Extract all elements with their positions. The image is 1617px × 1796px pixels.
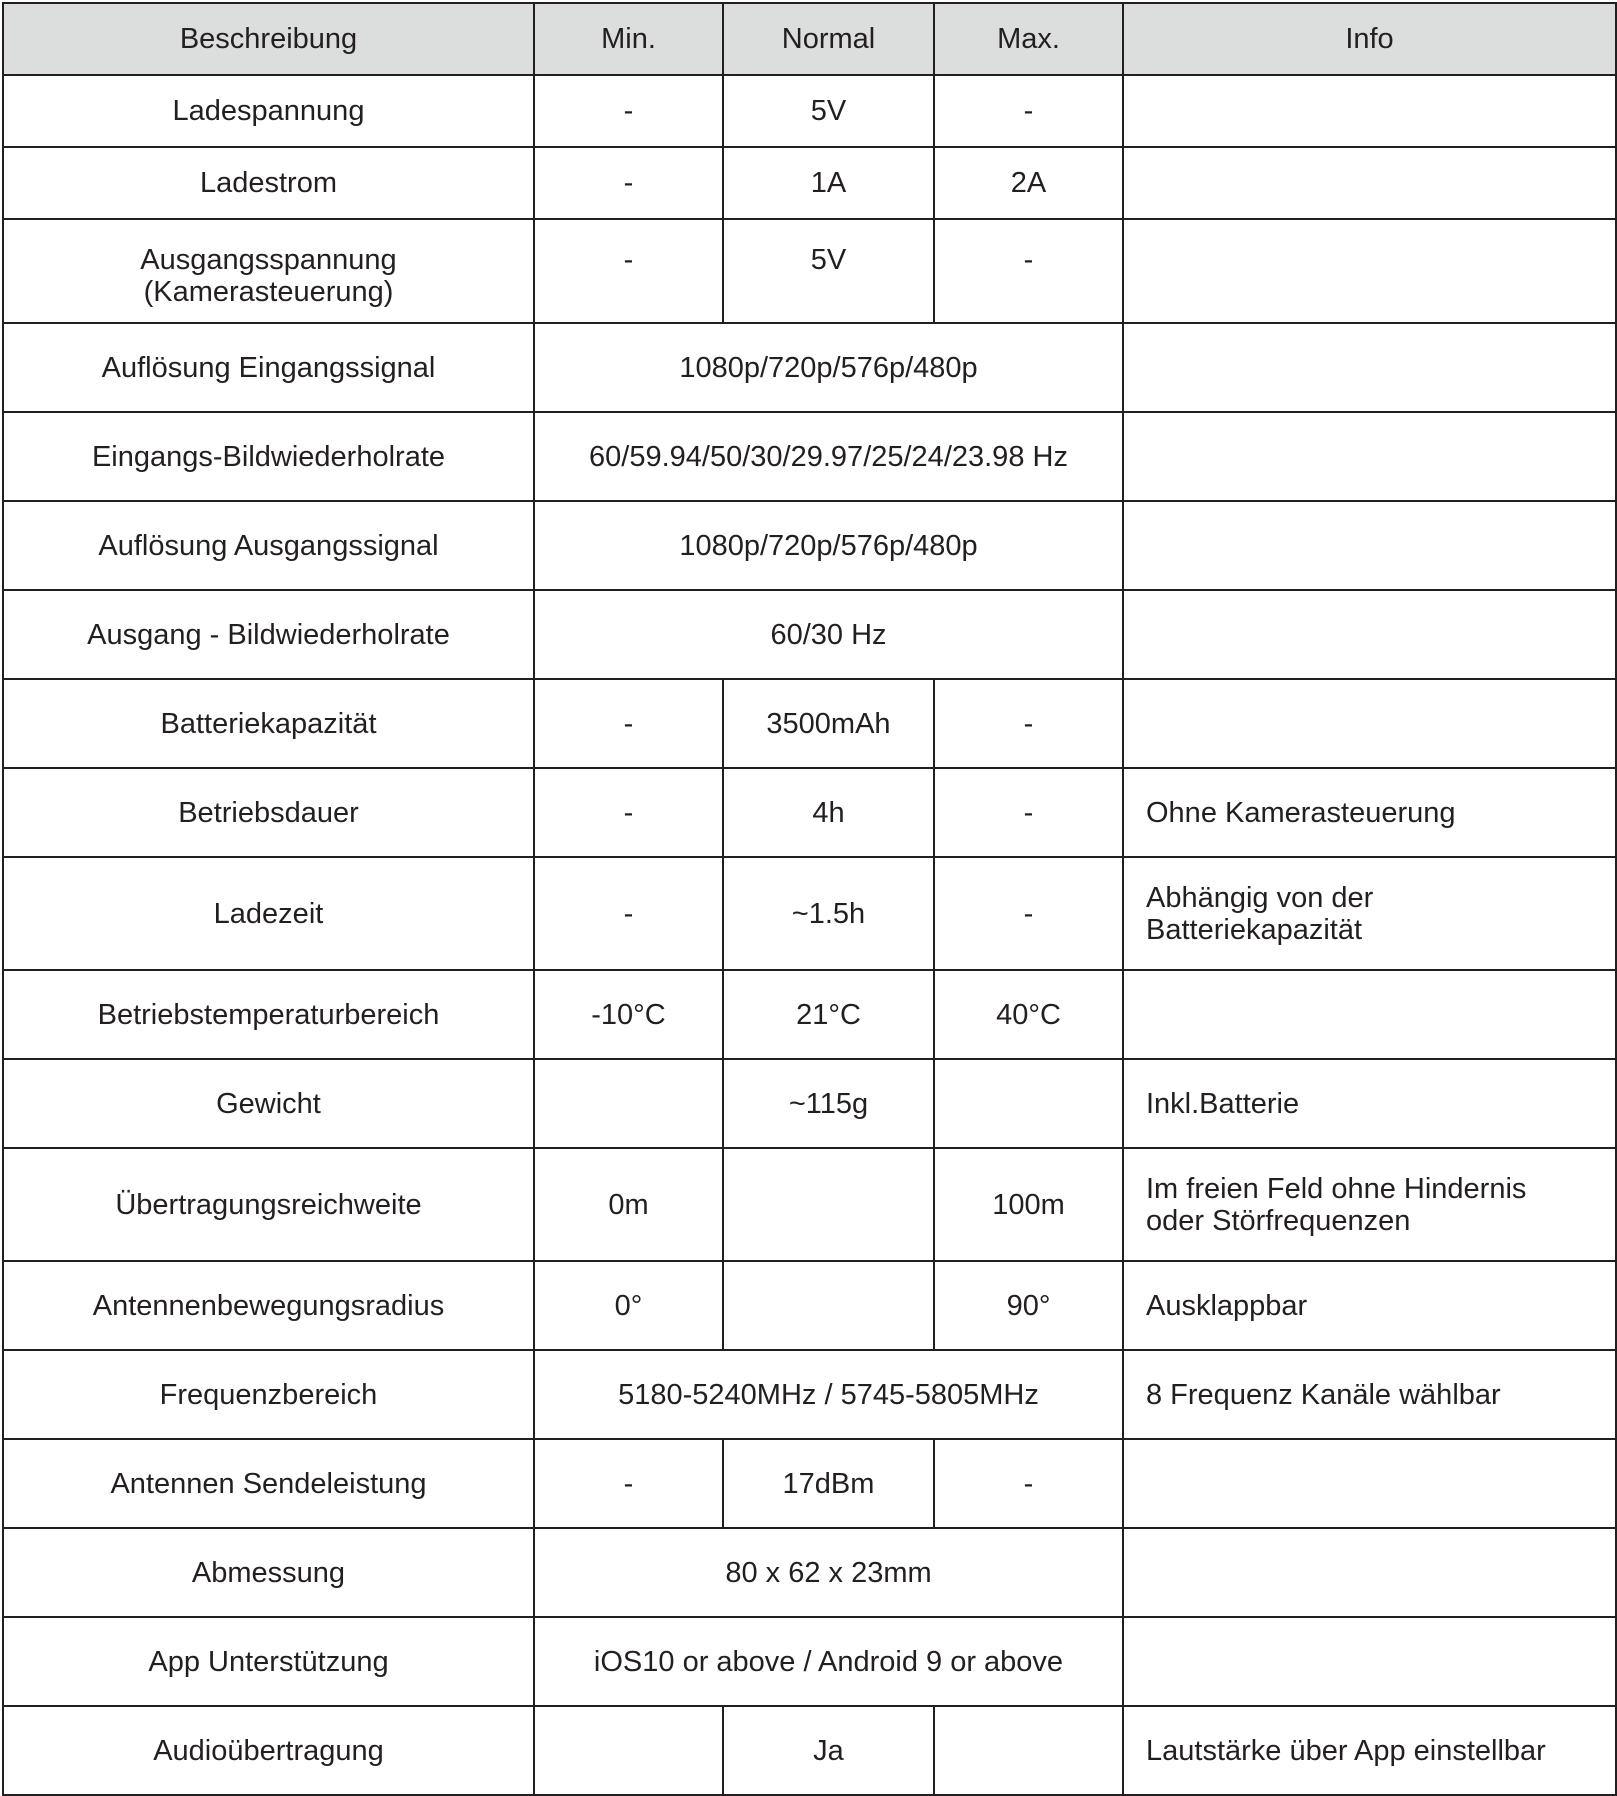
cell-normal: 17dBm bbox=[723, 1439, 934, 1528]
cell-min: - bbox=[534, 219, 723, 323]
cell-max: - bbox=[934, 679, 1123, 768]
cell-info bbox=[1123, 1617, 1616, 1706]
table-row bbox=[3, 1528, 1616, 1617]
cell-info-line: oder Störfrequenzen bbox=[1146, 1205, 1411, 1237]
cell-desc: Abmessung bbox=[3, 1528, 534, 1617]
cell-max: 40°C bbox=[934, 970, 1123, 1059]
cell-span-value: iOS10 or above / Android 9 or above bbox=[534, 1617, 1123, 1706]
cell-info bbox=[1123, 219, 1616, 323]
table-row bbox=[3, 219, 1616, 323]
table-row bbox=[3, 1706, 1616, 1795]
table-row bbox=[3, 1617, 1616, 1706]
cell-span-value: 1080p/720p/576p/480p bbox=[534, 501, 1123, 590]
cell-max: - bbox=[934, 219, 1123, 323]
cell-normal: 21°C bbox=[723, 970, 934, 1059]
cell-min: - bbox=[534, 768, 723, 857]
cell-max: - bbox=[934, 75, 1123, 147]
cell-info bbox=[1123, 970, 1616, 1059]
cell-info-line: Abhängig von der bbox=[1146, 882, 1374, 914]
cell-info: Lautstärke über App einstellbar bbox=[1123, 1706, 1616, 1795]
cell-normal bbox=[723, 1148, 934, 1261]
header-max: Max. bbox=[934, 3, 1123, 75]
cell-desc: App Unterstützung bbox=[3, 1617, 534, 1706]
cell-info bbox=[1123, 590, 1616, 679]
cell-min: 0m bbox=[534, 1148, 723, 1261]
cell-desc bbox=[3, 219, 534, 323]
cell-info: Inkl.Batterie bbox=[1123, 1059, 1616, 1148]
table-row bbox=[3, 590, 1616, 679]
cell-desc: Batteriekapazität bbox=[3, 679, 534, 768]
cell-info bbox=[1123, 75, 1616, 147]
cell-normal: 5V bbox=[723, 219, 934, 323]
table-row bbox=[3, 75, 1616, 147]
cell-info bbox=[1123, 1439, 1616, 1528]
cell-min: - bbox=[534, 857, 723, 970]
cell-max: 100m bbox=[934, 1148, 1123, 1261]
cell-span-value: 1080p/720p/576p/480p bbox=[534, 323, 1123, 412]
cell-desc: Betriebsdauer bbox=[3, 768, 534, 857]
cell-normal: ~115g bbox=[723, 1059, 934, 1148]
cell-min: - bbox=[534, 75, 723, 147]
table-row bbox=[3, 147, 1616, 219]
cell-desc: Gewicht bbox=[3, 1059, 534, 1148]
cell-info bbox=[1123, 1528, 1616, 1617]
cell-info bbox=[1123, 412, 1616, 501]
table-row bbox=[3, 1148, 1616, 1261]
cell-info bbox=[1123, 147, 1616, 219]
cell-desc: Frequenzbereich bbox=[3, 1350, 534, 1439]
cell-info bbox=[1123, 857, 1616, 970]
cell-info: Ausklappbar bbox=[1123, 1261, 1616, 1350]
header-info: Info bbox=[1123, 3, 1616, 75]
cell-desc: Antennen Sendeleistung bbox=[3, 1439, 534, 1528]
cell-desc: Ladestrom bbox=[3, 147, 534, 219]
cell-max: 90° bbox=[934, 1261, 1123, 1350]
spec-table bbox=[2, 2, 1617, 1796]
cell-min: - bbox=[534, 679, 723, 768]
cell-min: -10°C bbox=[534, 970, 723, 1059]
cell-info: 8 Frequenz Kanäle wählbar bbox=[1123, 1350, 1616, 1439]
cell-normal: 4h bbox=[723, 768, 934, 857]
cell-desc: Ladezeit bbox=[3, 857, 534, 970]
cell-info bbox=[1123, 1148, 1616, 1261]
cell-info bbox=[1123, 323, 1616, 412]
cell-max: - bbox=[934, 768, 1123, 857]
table-row bbox=[3, 1439, 1616, 1528]
cell-min bbox=[534, 1706, 723, 1795]
table-row bbox=[3, 768, 1616, 857]
cell-desc: Betriebstemperaturbereich bbox=[3, 970, 534, 1059]
cell-normal: 3500mAh bbox=[723, 679, 934, 768]
cell-desc: Audioübertragung bbox=[3, 1706, 534, 1795]
cell-normal: 1A bbox=[723, 147, 934, 219]
cell-max bbox=[934, 1706, 1123, 1795]
header-row bbox=[3, 3, 1616, 75]
cell-max: - bbox=[934, 857, 1123, 970]
cell-max bbox=[934, 1059, 1123, 1148]
cell-desc: Ausgang - Bildwiederholrate bbox=[3, 590, 534, 679]
cell-normal: 5V bbox=[723, 75, 934, 147]
table-row bbox=[3, 412, 1616, 501]
cell-max: - bbox=[934, 1439, 1123, 1528]
cell-min bbox=[534, 1059, 723, 1148]
table-row bbox=[3, 501, 1616, 590]
header-normal: Normal bbox=[723, 3, 934, 75]
cell-min: 0° bbox=[534, 1261, 723, 1350]
cell-desc: Auflösung Ausgangssignal bbox=[3, 501, 534, 590]
table-row bbox=[3, 1059, 1616, 1148]
cell-desc: Ladespannung bbox=[3, 75, 534, 147]
header-beschreibung: Beschreibung bbox=[3, 3, 534, 75]
cell-normal: Ja bbox=[723, 1706, 934, 1795]
cell-desc-line: Ausgangsspannung bbox=[140, 244, 397, 276]
cell-span-value: 60/30 Hz bbox=[534, 590, 1123, 679]
header-min: Min. bbox=[534, 3, 723, 75]
cell-max: 2A bbox=[934, 147, 1123, 219]
cell-span-value: 60/59.94/50/30/29.97/25/24/23.98 Hz bbox=[534, 412, 1123, 501]
cell-info: Ohne Kamerasteuerung bbox=[1123, 768, 1616, 857]
table-row bbox=[3, 1350, 1616, 1439]
cell-info bbox=[1123, 501, 1616, 590]
cell-desc-line: (Kamerasteuerung) bbox=[143, 276, 394, 308]
table-row bbox=[3, 679, 1616, 768]
table-row bbox=[3, 1261, 1616, 1350]
table-row bbox=[3, 857, 1616, 970]
cell-info bbox=[1123, 679, 1616, 768]
cell-min: - bbox=[534, 1439, 723, 1528]
cell-desc: Übertragungsreichweite bbox=[3, 1148, 534, 1261]
cell-info-line: Im freien Feld ohne Hindernis bbox=[1146, 1173, 1527, 1205]
cell-span-value: 5180-5240MHz / 5745-5805MHz bbox=[534, 1350, 1123, 1439]
table-row bbox=[3, 970, 1616, 1059]
cell-normal bbox=[723, 1261, 934, 1350]
cell-desc: Eingangs-Bildwiederholrate bbox=[3, 412, 534, 501]
cell-span-value: 80 x 62 x 23mm bbox=[534, 1528, 1123, 1617]
cell-desc: Auflösung Eingangssignal bbox=[3, 323, 534, 412]
cell-info-line: Batteriekapazität bbox=[1146, 914, 1363, 946]
table-row bbox=[3, 323, 1616, 412]
cell-normal: ~1.5h bbox=[723, 857, 934, 970]
cell-desc: Antennenbewegungsradius bbox=[3, 1261, 534, 1350]
cell-min: - bbox=[534, 147, 723, 219]
